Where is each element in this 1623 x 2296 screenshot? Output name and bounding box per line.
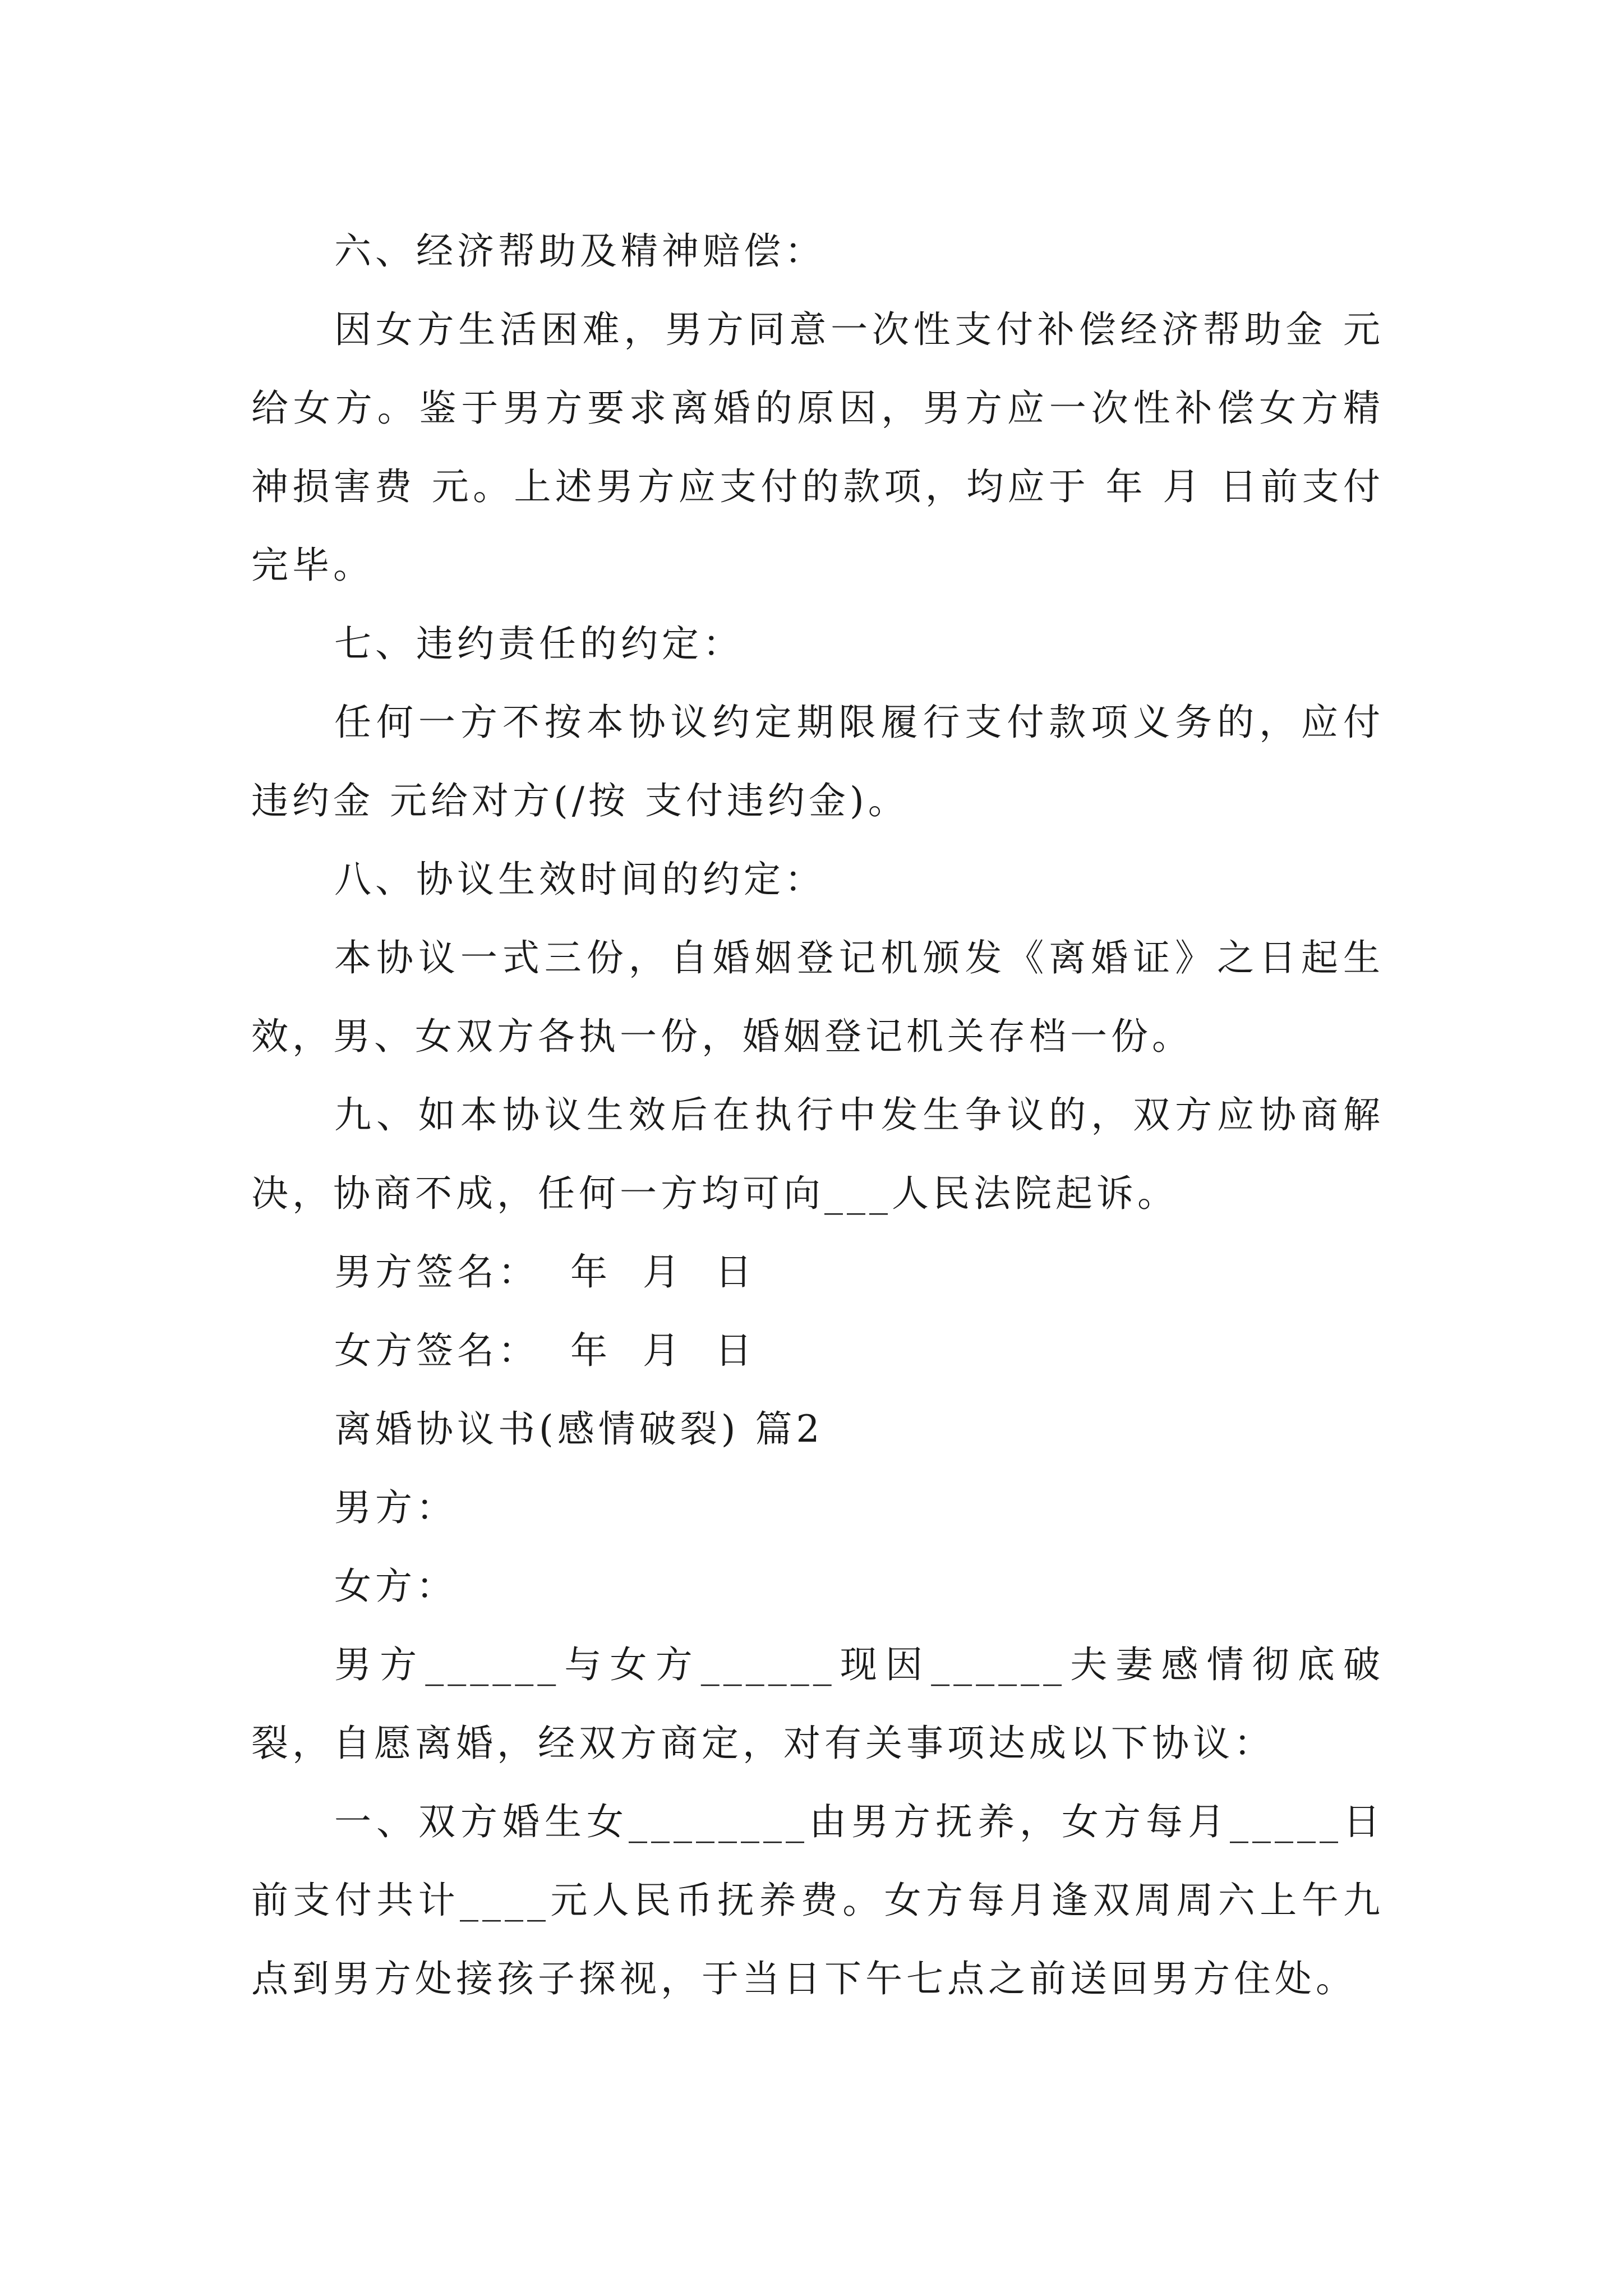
- section-8-heading: 八、协议生效时间的约定：: [334, 858, 826, 901]
- section-8-body: 本协议一式三份，自婚姻登记机颁发《离婚证》之日起生效，男、女双方各执一份，婚姻登记机关存档一份。: [251, 936, 1384, 1058]
- male-party-line: 男方：: [334, 1486, 457, 1529]
- female-party-line: 女方：: [334, 1565, 457, 1608]
- section-6-body: 因女方生活困难，男方同意一次性支付补偿经济帮助金 元给女方。鉴于男方要求离婚的原因，男方应一次性补偿女方精神损害费 元。上述男方应支付的款项，均应于 年 月 日前支付完毕。: [251, 308, 1384, 587]
- female-signature-line: 女方签名： 年 月 日: [334, 1329, 756, 1372]
- agreement-2-intro: 男方______与女方______现因______夫妻感情彻底破裂，自愿离婚，经双方商定，对有关事项达成以下协议：: [251, 1643, 1384, 1765]
- section-9-body: 九、如本协议生效后在执行中发生争议的，双方应协商解决，协商不成，任何一方均可向___人民法院起诉。: [251, 1093, 1384, 1215]
- document-body: [251, 212, 1384, 2018]
- male-signature-line: 男方签名： 年 月 日: [334, 1250, 756, 1294]
- agreement-2-title: 离婚协议书(感情破裂) 篇2: [334, 1407, 824, 1451]
- section-7-body: 任何一方不按本协议约定期限履行支付款项义务的，应付违约金 元给对方(/按 支付违约金)。: [251, 701, 1384, 822]
- section-6-heading: 六、经济帮助及精神赔偿：: [334, 229, 826, 273]
- agreement-2-item-1: 一、双方婚生女________由男方抚养，女方每月_____日前支付共计____元人民币抚养费。女方每月逢双周周六上午九点到男方处接孩子探视，于当日下午七点之前送回男方住处。: [251, 1800, 1384, 2000]
- section-7-heading: 七、违约责任的约定：: [334, 622, 744, 665]
